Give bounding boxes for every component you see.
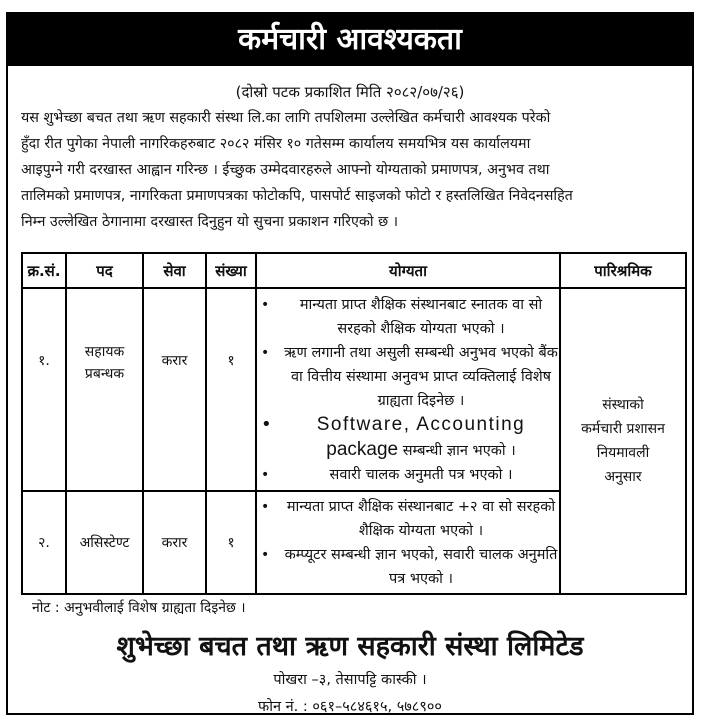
header-qualification: योग्यता <box>256 253 560 288</box>
header-count: संख्या <box>206 253 256 288</box>
remuneration-line: कर्मचारी प्रशासन <box>581 421 665 437</box>
bullet-icon: • <box>261 344 270 361</box>
bullet-icon: • <box>261 296 270 313</box>
table-row <box>22 288 686 491</box>
intro-paragraph <box>21 105 683 235</box>
post-cell: असिस्टेण्ट <box>66 491 143 594</box>
intro-line: हुँदा रीत पुगेका नेपाली नागरिकहरुबाट २०८२ मंसिर १० गतेसम्म कार्यालय समयभित्र यस कार्यालयमा <box>21 136 531 152</box>
notice-title: कर्मचारी आवश्यकता <box>8 14 692 66</box>
header-service: सेवा <box>143 253 206 288</box>
qualification-item <box>257 413 559 463</box>
qualification-cell <box>256 491 560 594</box>
qualification-item <box>257 341 559 413</box>
intro-line: तालिमको प्रमाणपत्र, नागरिकता प्रमाणपत्रका फोटोकपि, पासपोर्ट साइजको फोटो र हस्तलिखित निवेदनसहित <box>21 188 573 204</box>
qualification-item <box>257 543 559 591</box>
qualification-latin: Software, Accounting <box>316 413 526 435</box>
intro-line: निम्न उल्लेखित ठेगानामा दरखास्त दिनुहुन यो सुचना प्रकाशन गरिएको छ । <box>21 214 399 230</box>
qualification-text: ऋण लगानी तथा असुली सम्बन्धी अनुभव भएको बैंक वा वित्तीय संस्थामा अनुवभ प्राप्त व्यक्तिलाई विशेष ग्राह्यता दिइनेछ । <box>284 344 558 409</box>
remuneration-line: संस्थाको <box>602 397 644 413</box>
qualification-list <box>257 293 559 487</box>
post-line: सहायक <box>84 344 125 360</box>
post-line: प्रबन्धक <box>84 366 125 382</box>
qualification-text: मान्यता प्राप्त शैक्षिक संस्थानबाट स्नातक वा सो सरहको शैक्षिक योग्यता भएको । <box>299 296 543 337</box>
note-text: नोट : अनुभवीलाई विशेष ग्राह्यता दिइनेछ । <box>32 600 246 616</box>
qualification-cell <box>256 288 560 491</box>
service-cell: करार <box>143 288 206 491</box>
bullet-icon: • <box>261 498 270 515</box>
qualification-text: सम्बन्धी ज्ञान भएको । <box>402 442 516 459</box>
intro-line: आइपुग्ने गरी दरखास्त आह्वान गरिन्छ । ईच्छुक उम्मेदवारहरुले आफ्नो योग्यताको प्रमाणपत्र, अनुभव तथा <box>21 162 550 178</box>
serial-cell: २. <box>22 491 66 594</box>
organization-phone: फोन नं. : ०६१–५८४६१५, ५७८९०० <box>258 699 442 715</box>
notice-frame <box>6 12 694 715</box>
qualification-item <box>257 463 559 487</box>
qualification-list <box>257 495 559 591</box>
remuneration-line: अनुसार <box>604 469 642 485</box>
header-post: पद <box>66 253 143 288</box>
bullet-icon: • <box>261 413 272 435</box>
serial-cell: १. <box>22 288 66 491</box>
remuneration-cell <box>560 288 686 594</box>
table-header-row <box>22 253 686 288</box>
qualification-text: मान्यता प्राप्त शैक्षिक संस्थानबाट +२ वा सो सरहको शैक्षिक योग्यता भएको । <box>286 498 556 539</box>
intro-line: यस शुभेच्छा बचत तथा ऋण सहकारी संस्था लि.का लागि तपशिलमा उल्लेखित कर्मचारी आवश्यक परेको <box>21 110 551 126</box>
count-cell: १ <box>206 288 256 491</box>
header-serial: क्र.सं. <box>22 253 66 288</box>
count-cell: १ <box>206 491 256 594</box>
organization-address: पोखरा –३, तेसापट्टि कास्की । <box>273 672 427 688</box>
service-cell: करार <box>143 491 206 594</box>
qualification-text: सवारी चालक अनुमती पत्र भएको । <box>329 466 513 483</box>
bullet-icon: • <box>261 546 270 563</box>
qualification-item <box>257 293 559 341</box>
post-cell <box>66 288 143 491</box>
vacancy-table <box>21 252 687 595</box>
header-remuneration: पारिश्रमिक <box>560 253 686 288</box>
organization-name: शुभेच्छा बचत तथा ऋण सहकारी संस्था लिमिटेड <box>116 631 584 662</box>
remuneration-line: नियमावली <box>596 445 650 461</box>
qualification-latin: package <box>326 438 399 460</box>
bullet-icon: • <box>261 466 270 483</box>
qualification-item <box>257 495 559 543</box>
qualification-text: कम्प्यूटर सम्बन्धी ज्ञान भएको, सवारी चालक अनुमति पत्र भएको । <box>284 546 558 587</box>
publish-date: (दोस्रो पटक प्रकाशित मिति २०८२/०७/२६) <box>235 83 465 101</box>
